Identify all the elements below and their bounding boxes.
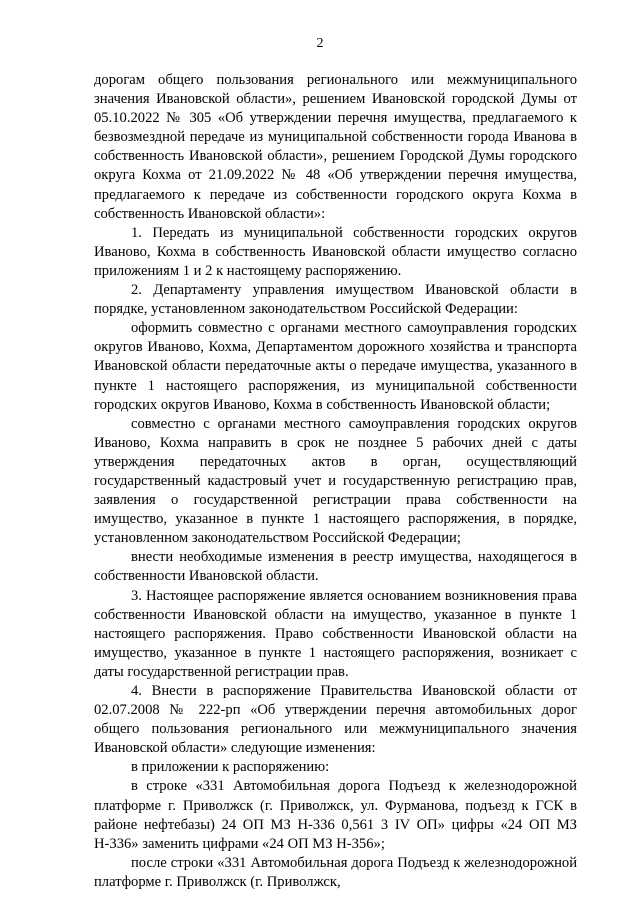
paragraph-item-4-sub-1: в приложении к распоряжению:	[131, 759, 330, 776]
paragraph-item-2: 2. Департаменту управления имуществом Ивановской области в порядке, установленном законодательством Российской Федерации:	[94, 282, 577, 318]
paragraph-item-1: 1. Передать из муниципальной собственности городских округов Иваново, Кохма в собственность Ивановской области имущество согласно приложениям 1 и 2 к настоящему распоряжению.	[94, 224, 577, 279]
paragraph-item-4-sub-3: после строки «331 Автомобильная дорога Подъезд к железнодорожной платформе г. Приволжск (г. Приволжск,	[94, 854, 577, 890]
paragraph-item-3: 3. Настоящее распоряжение является основанием возникновения права собственности Ивановской области на имущество, указанное в пункте 1 настоящего распоряжения. Право собственности Ивановской области на имущество, указанное в пункте 1 настоящего распоряжения, возникает с даты государственной регистрации прав.	[94, 587, 577, 680]
paragraph-item-2-sub-1: оформить совместно с органами местного самоуправления городских округов Иваново, Кохма, Департаментом дорожного хозяйства и транспорта Ивановской области передаточные акты о передаче имущества, указанного в пункте 1 настоящего распоряжения, из муниципальной собственности городских округов Иваново, Кохма в собственность Ивановской области;	[94, 320, 577, 413]
document-body	[94, 71, 577, 892]
paragraph-item-4-sub-2: в строке «331 Автомобильная дорога Подъезд к железнодорожной платформе г. Приволжск (г. Приволжск, ул. Фурманова, подъезд к ГСК в районе нефтебазы) 24 ОП МЗ Н-336 0,561 3 IV ОП» цифры «24 ОП МЗ Н-336» заменить цифрами «24 ОП МЗ Н-356»;	[94, 778, 577, 852]
page-number: 2	[316, 36, 324, 51]
paragraph-preamble: дорогам общего пользования регионального или межмуниципального значения Ивановской области», решением Ивановской городской Думы от 05.10.2022 № 305 «Об утверждении перечня имущества, предлагаемого к безвозмездной передаче из муниципальной собственности города Иванова в собственность Ивановской области», решением Городской Думы городского округа Кохма от 21.09.2022 № 48 «Об утверждении перечня имущества, предлагаемого к передаче из собственности городского округа Кохма в собственность Ивановской области»:	[94, 72, 577, 222]
paragraph-item-2-sub-2: совместно с органами местного самоуправления городских округов Иваново, Кохма направить в срок не позднее 5 рабочих дней с даты утверждения передаточных актов в орган, осуществляющий государственный кадастровый учет и государственную регистрацию прав, заявления о государственной регистрации права собственности на имущество, указанное в пункте 1 настоящего распоряжения, в порядке, установленном законодательством Российской Федерации;	[94, 415, 577, 547]
paragraph-item-4: 4. Внести в распоряжение Правительства Ивановской области от 02.07.2008 № 222-рп «Об утверждении перечня автомобильных дорог общего пользования регионального или межмуниципального значения Ивановской области» следующие изменения:	[94, 683, 577, 757]
paragraph-item-2-sub-3: внести необходимые изменения в реестр имущества, находящегося в собственности Ивановской области.	[94, 549, 577, 585]
